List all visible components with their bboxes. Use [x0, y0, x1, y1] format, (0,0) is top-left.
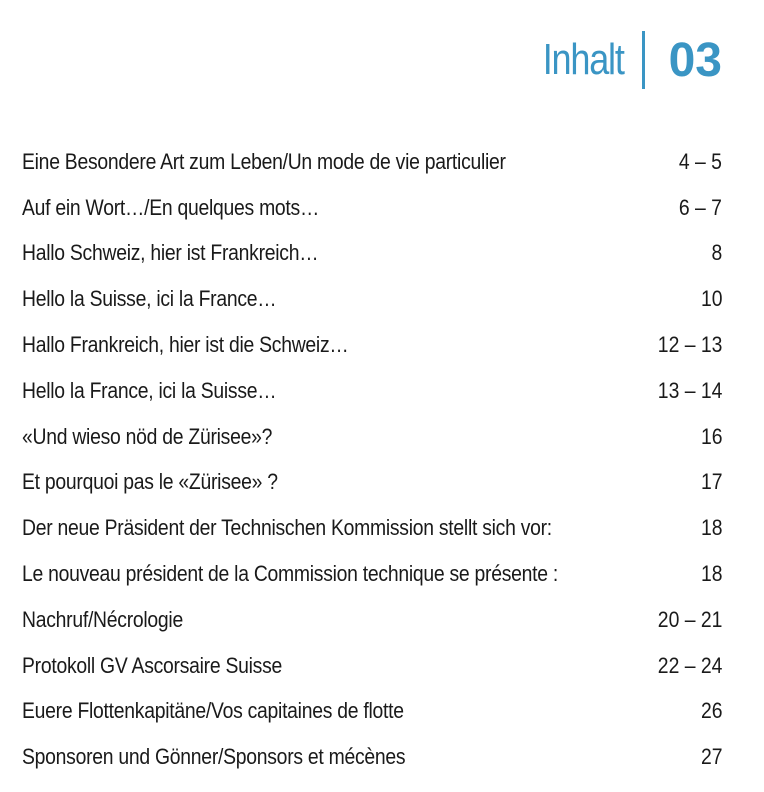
toc-entry-title: Le nouveau président de la Commission technique se présente : — [22, 561, 559, 587]
toc-entry-title: Auf ein Wort…/En quelques mots… — [22, 194, 320, 220]
toc-entry[interactable] — [22, 460, 722, 506]
toc-entry-title: Eine Besondere Art zum Leben/Un mode de vie particulier — [22, 148, 506, 174]
toc-entry[interactable] — [22, 734, 722, 780]
toc-entry-page: 12 – 13 — [657, 332, 722, 358]
toc-entry[interactable] — [22, 689, 722, 735]
toc-entry-title: Hello la France, ici la Suisse… — [22, 377, 277, 403]
toc-entry-title: Hallo Frankreich, hier ist die Schweiz… — [22, 332, 349, 358]
toc-entry[interactable] — [22, 322, 722, 368]
toc-entry-page: 20 – 21 — [657, 606, 722, 632]
toc-entry-page: 8 — [711, 240, 722, 266]
toc-entry-title: Sponsoren und Gönner/Sponsors et mécènes — [22, 744, 406, 770]
toc-entry-title: Der neue Präsident der Technischen Kommission stellt sich vor: — [22, 515, 552, 541]
toc-entry[interactable] — [22, 139, 722, 185]
page-number: 03 — [668, 33, 722, 87]
toc-entry[interactable] — [22, 414, 722, 460]
toc-entry-page: 10 — [700, 286, 722, 312]
toc-entry[interactable] — [22, 643, 722, 689]
toc-entry-page: 26 — [700, 698, 722, 724]
toc-entry[interactable] — [22, 505, 722, 551]
toc-entry-title: Hello la Suisse, ici la France… — [22, 286, 277, 312]
toc-entry-title: Et pourquoi pas le «Zürisee» ? — [22, 469, 278, 495]
toc-entry-page: 18 — [700, 515, 722, 541]
table-of-contents — [22, 139, 722, 780]
toc-entry[interactable] — [22, 185, 722, 231]
toc-entry-page: 4 – 5 — [678, 148, 722, 174]
toc-entry[interactable] — [22, 551, 722, 597]
toc-entry[interactable] — [22, 231, 722, 277]
toc-entry-title: «Und wieso nöd de Zürisee»? — [22, 423, 273, 449]
toc-entry[interactable] — [22, 597, 722, 643]
toc-entry-page: 16 — [700, 423, 722, 449]
toc-entry-page: 6 – 7 — [678, 194, 722, 220]
page-header — [525, 28, 722, 92]
toc-entry-page: 18 — [700, 561, 722, 587]
toc-entry-page: 17 — [700, 469, 722, 495]
toc-entry[interactable] — [22, 368, 722, 414]
toc-entry-title: Hallo Schweiz, hier ist Frankreich… — [22, 240, 319, 266]
page-title: Inhalt — [542, 35, 624, 84]
toc-entry-page: 22 – 24 — [657, 652, 722, 678]
toc-entry-title: Nachruf/Nécrologie — [22, 606, 183, 632]
toc-entry-page: 27 — [700, 744, 722, 770]
toc-entry-title: Protokoll GV Ascorsaire Suisse — [22, 652, 283, 678]
header-divider — [642, 31, 645, 89]
toc-entry-page: 13 – 14 — [657, 377, 722, 403]
toc-entry[interactable] — [22, 276, 722, 322]
toc-entry-title: Euere Flottenkapitäne/Vos capitaines de flotte — [22, 698, 404, 724]
